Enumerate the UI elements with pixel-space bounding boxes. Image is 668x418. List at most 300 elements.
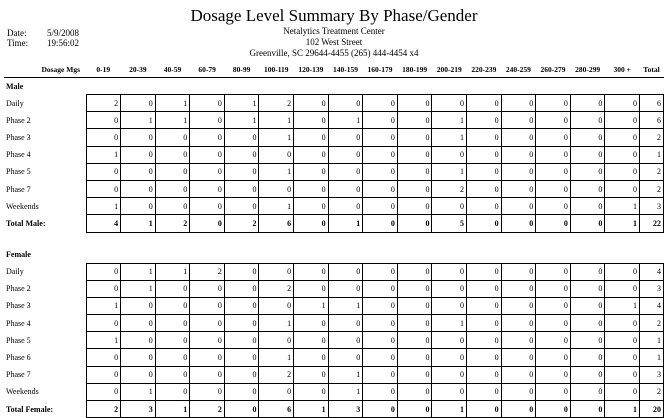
table-cell: 0 [432,198,467,215]
table-cell: 0 [328,280,363,297]
table-cell: 1 [86,297,121,314]
table-cell: 0 [432,146,467,163]
column-header: 280-299 [570,61,605,78]
table-cell: 0 [155,366,190,383]
table-cell: 1 [259,315,294,332]
table-cell: 0 [605,315,640,332]
table-cell: 0 [536,297,571,314]
table-cell: 2 [155,215,190,232]
column-header: 220-239 [467,61,502,78]
table-cell: 0 [121,95,156,112]
row-label: Phase 4 [6,318,31,328]
table-cell: 1 [605,215,640,232]
table-cell: 1 [224,112,259,129]
table-cell: 3 [640,366,664,383]
table-cell: 0 [363,215,398,232]
table-cell: 0 [190,180,225,197]
section-heading-row [4,247,664,264]
table-cell: 0 [190,215,225,232]
table-cell: 0 [605,349,640,366]
table-cell: 0 [570,163,605,180]
table-cell: 0 [224,315,259,332]
table-cell: 5 [432,215,467,232]
table-cell: 0 [536,315,571,332]
row-label: Total Female: [6,404,54,414]
table-cell: 0 [190,163,225,180]
row-label: Total Male: [6,218,46,228]
row-label: Phase 5 [6,335,31,345]
table-cell: 1 [294,401,329,418]
table-cell: 0 [224,366,259,383]
table-cell: 6 [640,95,664,112]
table-row [4,129,664,146]
table-cell: 0 [397,263,432,280]
table-row [4,332,664,349]
table-cell: 0 [467,215,502,232]
table-cell: 0 [121,198,156,215]
table-cell: 0 [501,349,536,366]
table-cell: 22 [640,215,664,232]
table-cell: 1 [86,332,121,349]
table-cell: 0 [432,263,467,280]
column-header: 240-259 [501,61,536,78]
table-cell: 0 [224,163,259,180]
table-cell: 1 [155,95,190,112]
table-cell: 1 [432,112,467,129]
table-cell: 0 [467,198,502,215]
table-cell: 0 [190,349,225,366]
table-cell: 1 [259,129,294,146]
row-label: Daily [6,267,24,277]
table-cell: 0 [501,215,536,232]
org-city-phone: Greenville, SC 29644-4455 (265) 444-4454 x4 [249,48,419,58]
table-cell: 0 [397,280,432,297]
table-cell: 0 [121,332,156,349]
table-cell: 3 [121,401,156,418]
table-row [4,163,664,180]
table-cell: 0 [467,332,502,349]
table-cell: 0 [259,263,294,280]
table-cell: 0 [605,263,640,280]
table-cell: 0 [605,332,640,349]
table-cell: 0 [536,112,571,129]
table-cell: 0 [121,180,156,197]
table-cell: 0 [328,180,363,197]
table-cell: 0 [467,280,502,297]
table-cell: 0 [121,349,156,366]
table-cell: 0 [536,95,571,112]
row-label: Phase 7 [6,184,31,194]
table-cell: 2 [259,280,294,297]
table-cell: 0 [224,198,259,215]
table-cell: 0 [467,129,502,146]
table-cell: 0 [155,315,190,332]
table-cell: 0 [294,198,329,215]
table-row [4,383,664,400]
table-cell: 0 [363,366,398,383]
table-cell: 3 [640,198,664,215]
table-cell: 0 [605,180,640,197]
column-header: 140-159 [328,61,363,78]
table-cell: 0 [294,95,329,112]
table-cell: 0 [432,332,467,349]
table-cell: 0 [501,112,536,129]
table-cell: 3 [328,401,363,418]
table-cell: 0 [397,349,432,366]
table-cell: 0 [259,180,294,197]
table-cell: 1 [259,163,294,180]
table-cell: 2 [190,401,225,418]
table-cell: 6 [640,112,664,129]
table-cell: 1 [294,297,329,314]
table-cell: 6 [259,215,294,232]
table-row [4,95,664,112]
table-cell: 0 [467,180,502,197]
time-value: 19:56:02 [47,38,80,48]
table-cell: 0 [570,129,605,146]
table-cell: 0 [363,332,398,349]
table-cell: 1 [640,349,664,366]
corner-label: Dosage Mgs [4,61,86,78]
table-cell: 2 [86,401,121,418]
table-cell: 0 [397,366,432,383]
table-cell: 0 [224,280,259,297]
table-cell: 0 [363,129,398,146]
table-cell: 0 [536,163,571,180]
table-cell: 0 [224,349,259,366]
table-cell: 0 [467,146,502,163]
table-cell: 0 [467,315,502,332]
table-cell: 0 [570,332,605,349]
column-header: 20-39 [121,61,156,78]
row-label: Phase 4 [6,150,31,160]
table-cell: 0 [328,349,363,366]
column-header: 100-119 [259,61,294,78]
table-cell: 0 [121,297,156,314]
table-cell: 0 [605,129,640,146]
table-cell: 0 [224,401,259,418]
table-cell: 0 [363,349,398,366]
table-cell: 0 [397,112,432,129]
table-cell: 0 [224,263,259,280]
table-cell: 0 [536,215,571,232]
table-cell: 0 [224,332,259,349]
column-header: 0-19 [86,61,121,78]
table-cell: 1 [86,198,121,215]
table-cell: 0 [536,383,571,400]
table-cell: 1 [121,215,156,232]
table-cell: 2 [640,315,664,332]
org-name: Netalytics Treatment Center [283,26,385,36]
table-cell: 0 [328,146,363,163]
table-cell: 0 [570,215,605,232]
table-cell: 0 [397,198,432,215]
table-cell: 0 [570,383,605,400]
table-row [4,180,664,197]
section-heading-row [4,78,664,95]
table-cell: 0 [190,112,225,129]
table-cell: 0 [224,383,259,400]
table-row [4,198,664,215]
table-cell: 0 [570,95,605,112]
table-cell: 0 [294,215,329,232]
column-header: 260-279 [536,61,571,78]
table-cell: 1 [640,146,664,163]
table-cell: 0 [121,163,156,180]
table-cell: 0 [294,315,329,332]
table-cell: 0 [294,332,329,349]
table-cell: 0 [397,146,432,163]
table-cell: 0 [190,366,225,383]
table-cell: 0 [328,263,363,280]
table-cell: 1 [121,263,156,280]
date-value: 5/9/2008 [47,28,80,38]
table-cell: 0 [605,146,640,163]
column-header: 60-79 [190,61,225,78]
table-cell: 1 [328,112,363,129]
column-header: 300 + [605,61,640,78]
header-row [4,61,664,78]
row-label: Phase 2 [6,115,31,125]
table-cell: 0 [536,180,571,197]
table-cell: 0 [363,146,398,163]
table-cell: 2 [259,366,294,383]
table-cell: 0 [605,383,640,400]
column-header: 120-139 [294,61,329,78]
table-cell: 1 [328,383,363,400]
table-cell: 0 [467,163,502,180]
table-cell: 0 [294,263,329,280]
table-cell: 0 [397,129,432,146]
table-cell: 0 [190,383,225,400]
table-cell: 0 [467,366,502,383]
table-cell: 0 [155,349,190,366]
table-cell: 0 [190,297,225,314]
table-cell: 0 [570,315,605,332]
table-cell: 0 [86,280,121,297]
table-cell: 0 [363,383,398,400]
table-cell: 0 [363,263,398,280]
table-cell: 0 [397,332,432,349]
table-cell: 0 [363,280,398,297]
table-cell: 0 [536,332,571,349]
table-cell: 0 [190,95,225,112]
table-cell: 1 [328,297,363,314]
table-cell: 0 [363,401,398,418]
table-cell: 0 [570,180,605,197]
table-cell: 0 [363,198,398,215]
table-cell: 2 [640,383,664,400]
table-cell: 0 [467,112,502,129]
table-cell: 0 [190,198,225,215]
table-cell: 4 [640,263,664,280]
table-cell: 0 [605,163,640,180]
table-cell: 0 [328,198,363,215]
section-heading: Female [6,250,31,259]
table-cell: 0 [536,263,571,280]
table-cell: 0 [86,163,121,180]
table-cell: 0 [363,112,398,129]
table-cell: 0 [570,198,605,215]
table-cell: 2 [640,129,664,146]
table-cell: 0 [86,315,121,332]
table-cell: 0 [224,180,259,197]
table-cell: 0 [155,297,190,314]
table-cell: 0 [467,297,502,314]
table-cell: 0 [501,146,536,163]
table-cell: 0 [536,129,571,146]
table-cell: 1 [605,198,640,215]
table-cell: 1 [640,332,664,349]
table-cell: 0 [86,349,121,366]
table-cell: 0 [467,349,502,366]
table-cell: 6 [259,401,294,418]
table-cell: 0 [570,280,605,297]
table-row [4,263,664,280]
table-row [4,366,664,383]
table-cell: 0 [294,129,329,146]
table-cell: 0 [86,180,121,197]
table-cell: 0 [155,146,190,163]
row-label: Phase 7 [6,370,31,380]
column-header: 40-59 [155,61,190,78]
table-cell: 0 [467,383,502,400]
table-cell: 0 [605,280,640,297]
table-cell: 0 [536,280,571,297]
table-cell: 0 [155,332,190,349]
table-cell: 0 [86,129,121,146]
table-cell: 0 [190,280,225,297]
table-cell: 1 [432,163,467,180]
table-cell: 0 [294,112,329,129]
row-label: Phase 5 [6,167,31,177]
table-cell: 0 [501,383,536,400]
table-cell: 4 [86,215,121,232]
table-cell: 0 [190,146,225,163]
table-cell: 0 [605,366,640,383]
table-cell: 0 [432,297,467,314]
table-cell: 0 [259,297,294,314]
table-cell: 0 [224,297,259,314]
table-cell: 0 [501,366,536,383]
table-row [4,280,664,297]
table-cell: 0 [397,401,432,418]
table-row [4,112,664,129]
table-cell: 0 [501,95,536,112]
table-cell: 0 [294,366,329,383]
table-cell: 0 [501,129,536,146]
table-cell: 0 [155,280,190,297]
table-cell: 1 [259,349,294,366]
table-cell: 0 [467,401,502,418]
table-cell: 0 [432,383,467,400]
row-label: Phase 2 [6,284,31,294]
table-cell: 0 [501,297,536,314]
table-row [4,315,664,332]
table-cell: 0 [259,383,294,400]
section-spacer [4,232,664,247]
table-cell: 0 [397,180,432,197]
table-cell: 0 [328,163,363,180]
time-label: Time: [7,38,29,48]
table-cell: 0 [259,146,294,163]
table-cell: 0 [294,163,329,180]
table-cell: 0 [121,366,156,383]
table-cell: 0 [397,383,432,400]
table-cell: 0 [501,401,536,418]
table-cell: 2 [86,95,121,112]
table-cell: 0 [224,129,259,146]
table-cell: 2 [640,180,664,197]
table-cell: 0 [328,315,363,332]
table-cell: 0 [432,366,467,383]
column-header: 80-99 [224,61,259,78]
row-label: Weekends [6,387,39,397]
table-cell: 0 [294,349,329,366]
table-cell: 2 [190,263,225,280]
table-cell: 1 [605,401,640,418]
table-cell: 20 [640,401,664,418]
table-cell: 0 [328,332,363,349]
table-cell: 0 [190,315,225,332]
table-cell: 1 [155,263,190,280]
table-cell: 0 [294,280,329,297]
column-header: Total [640,61,664,78]
table-cell: 0 [328,95,363,112]
table-cell: 0 [397,95,432,112]
table-cell: 0 [467,263,502,280]
table-cell: 0 [363,315,398,332]
table-cell: 0 [224,146,259,163]
dosage-summary-table [4,61,664,418]
table-cell: 1 [121,383,156,400]
table-cell: 1 [328,215,363,232]
table-cell: 0 [363,163,398,180]
table-cell: 1 [432,401,467,418]
table-cell: 0 [501,163,536,180]
table-cell: 1 [259,112,294,129]
table-cell: 1 [224,95,259,112]
table-cell: 1 [259,198,294,215]
table-cell: 0 [86,112,121,129]
table-cell: 0 [536,349,571,366]
section-heading: Male [6,81,24,91]
table-cell: 0 [397,215,432,232]
row-label: Daily [6,98,24,108]
table-cell: 1 [605,297,640,314]
table-cell: 0 [570,366,605,383]
table-cell: 0 [501,280,536,297]
table-cell: 2 [224,215,259,232]
table-cell: 3 [640,280,664,297]
table-cell: 0 [328,129,363,146]
table-cell: 0 [363,180,398,197]
table-cell: 0 [294,146,329,163]
table-cell: 0 [397,315,432,332]
table-row [4,349,664,366]
table-cell: 0 [570,112,605,129]
row-label: Phase 6 [6,353,31,363]
table-cell: 2 [432,180,467,197]
table-cell: 0 [570,297,605,314]
table-cell: 4 [640,297,664,314]
table-cell: 0 [432,280,467,297]
table-cell: 1 [432,315,467,332]
table-cell: 0 [501,332,536,349]
table-cell: 0 [432,95,467,112]
table-cell: 0 [432,349,467,366]
column-header: 200-219 [432,61,467,78]
